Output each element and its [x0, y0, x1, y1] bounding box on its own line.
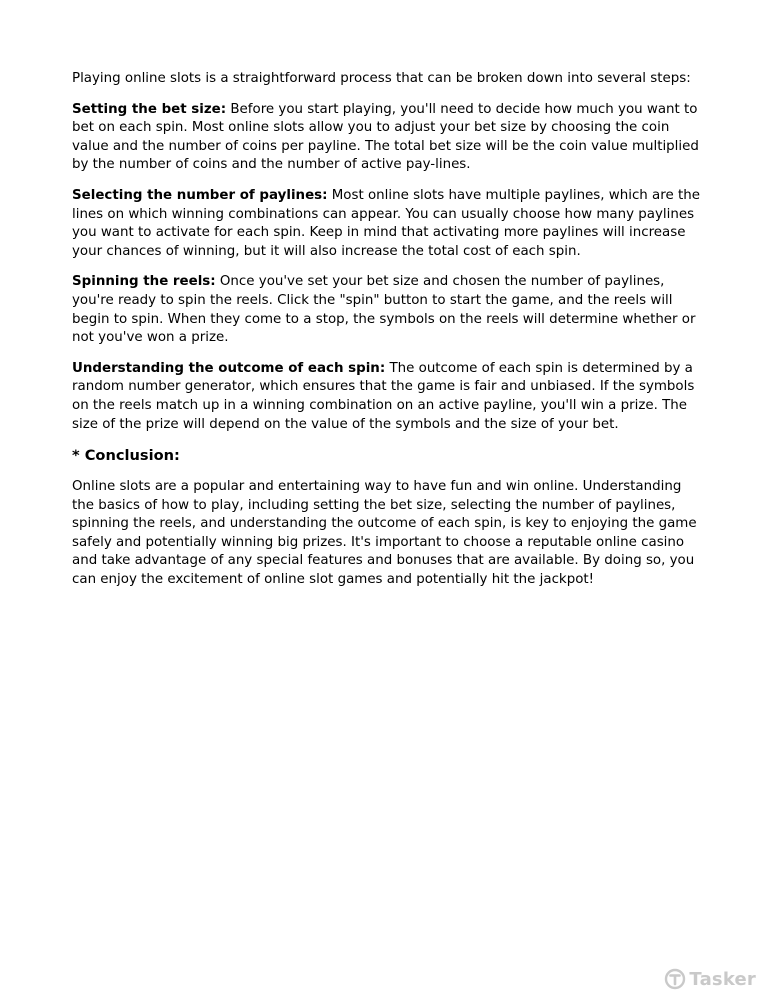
tasker-logo-icon	[664, 968, 686, 990]
conclusion-paragraph: Online slots are a popular and entertaining way to have fun and win online. Understanding the basics of how to play, including setting the bet size, selecting the number of paylines, spinning the reels, and understanding the outcome of each spin, is key to enjoying the game safely and potentially winning big prizes. It's important to choose a reputable online casino and take advantage of any special features and bonuses that are available. By doing so, you can enjoy the excitement of online slot games and potentially hit the jackpot!	[72, 479, 697, 588]
section-body: Once you've set your bet size and chosen the number of paylines, you're ready to spin the reels. Click the "spin" button to start the game, and the reels will begin to spin. When they come to a stop, the symbols on the reels will determine whether or not you've won a prize.	[72, 274, 696, 346]
document-page	[72, 70, 704, 602]
section-heading: Spinning the reels:	[72, 274, 216, 290]
tasker-watermark	[664, 968, 756, 990]
section-outcome	[72, 360, 704, 434]
section-body: Before you start playing, you'll need to decide how much you want to bet on each spin. Most online slots allow you to adjust your bet size by choosing the coin value and the number of coins per payline. The total bet size will be the coin value multiplied by the number of coins and the number of active pay-lines.	[72, 101, 699, 173]
section-spinning	[72, 273, 704, 347]
section-heading: Understanding the outcome of each spin:	[72, 360, 386, 376]
intro-paragraph: Playing online slots is a straightforward process that can be broken down into several steps:	[72, 71, 691, 86]
watermark-text: Tasker	[689, 968, 756, 990]
section-heading: Selecting the number of paylines:	[72, 187, 328, 203]
section-heading: Setting the bet size:	[72, 101, 227, 117]
conclusion-heading: * Conclusion:	[72, 447, 180, 465]
section-paylines	[72, 187, 704, 261]
section-body: Most online slots have multiple paylines, which are the lines on which winning combinations can appear. You can usually choose how many paylines you want to activate for each spin. Keep in mind that activating more paylines will increase your chances of winning, but it will also increase the total cost of each spin.	[72, 187, 700, 259]
section-bet-size	[72, 101, 704, 175]
section-body: The outcome of each spin is determined by a random number generator, which ensures that the game is fair and unbiased. If the symbols on the reels match up in a winning combination on an active payline, you'll win a prize. The size of the prize will depend on the value of the symbols and the size of your bet.	[72, 360, 695, 432]
